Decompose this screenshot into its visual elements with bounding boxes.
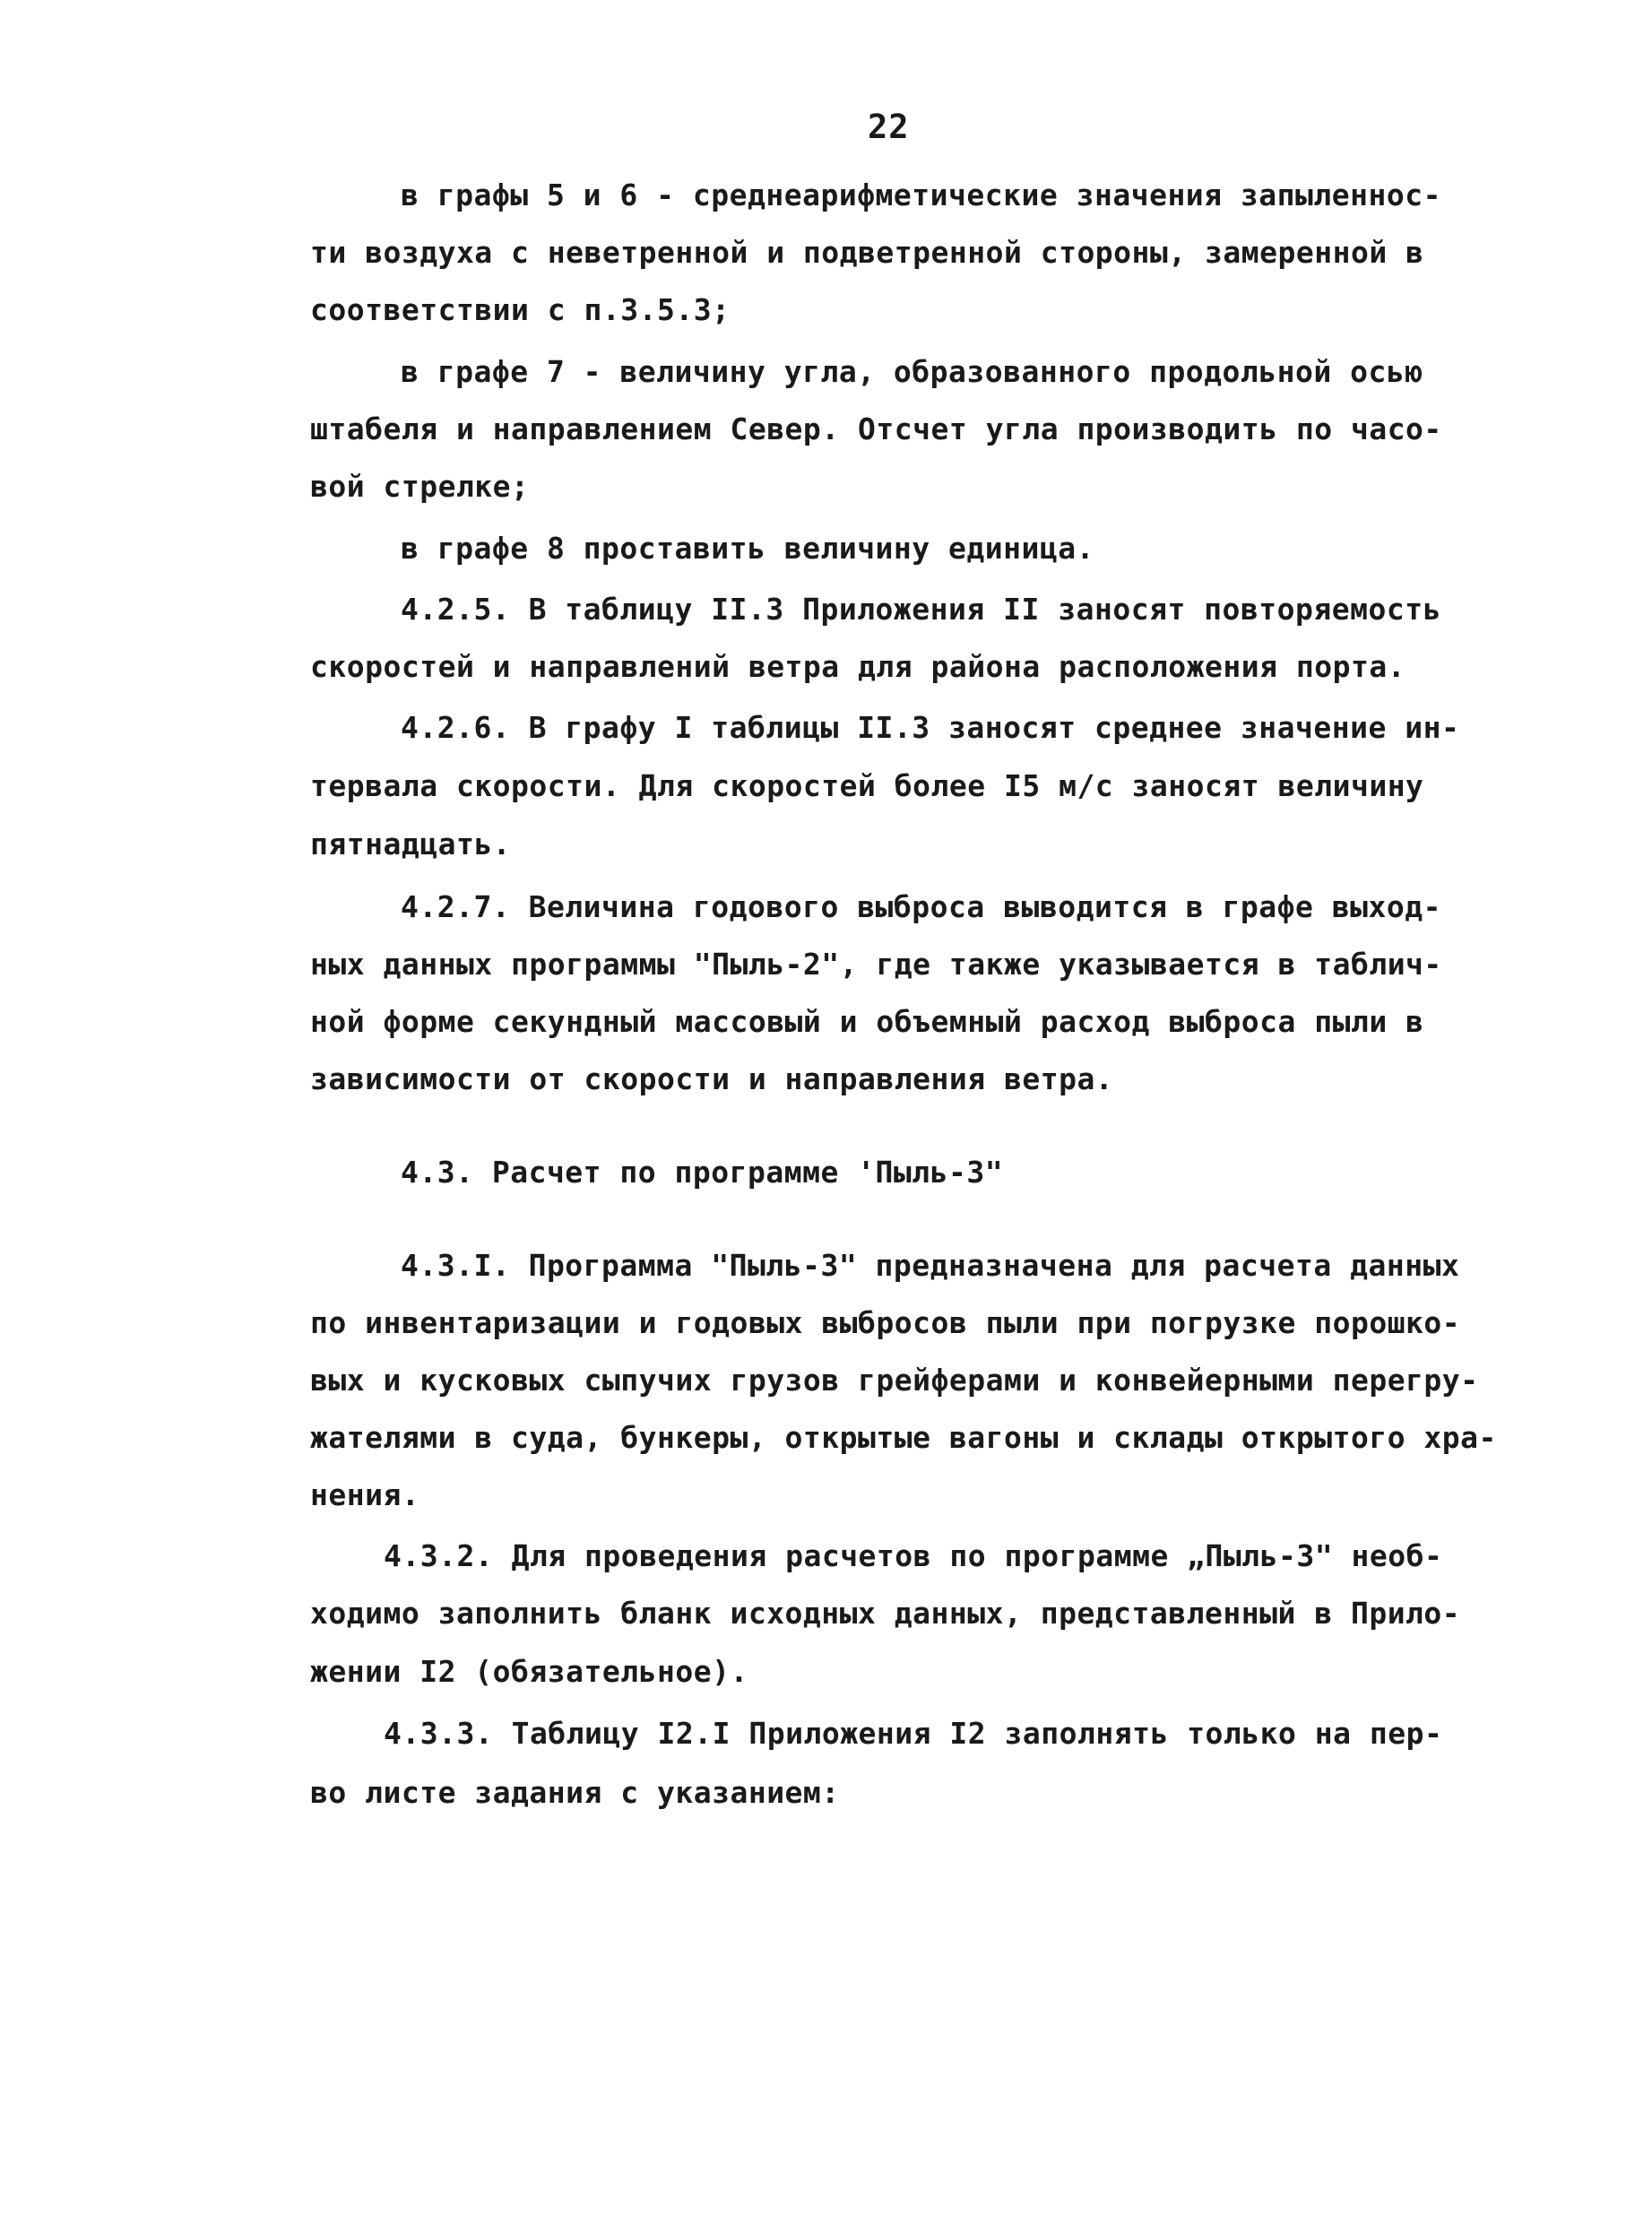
text-line: 4.3.3. Таблицу I2.I Приложения I2 заполнять только на пер- [384,1716,1443,1751]
text-line: скоростей и направлений ветра для района расположения порта. [310,649,1406,684]
text-line: зависимости от скорости и направления ветра. [310,1061,1114,1096]
text-line: ходимо заполнить бланк исходных данных, представленный в Прило- [310,1596,1461,1631]
text-line: 4.2.7. Величина годового выброса выводится в графе выход- [401,889,1441,924]
text-line: нения. [310,1477,420,1512]
text-line: ных данных программы "Пыль-2", где также указывается в таблич- [310,947,1442,982]
text-line: пятнадцать. [310,827,512,861]
text-line: в графе 8 проставить величину единица. [401,531,1094,566]
text-line: соответствии с п.3.5.3; [310,292,731,327]
text-line: ной форме секундный массовый и объемный расход выброса пыли в [310,1004,1424,1039]
text-line: тервала скорости. Для скоростей более I5 м/с заносят величину [310,768,1424,803]
text-line: 4.2.5. В таблицу II.3 Приложения II заносят повторяемость [401,592,1441,627]
text-line: вой стрелке; [310,469,530,504]
text-line: вых и кусковых сыпучих грузов грейферами и конвейерными перегру- [310,1363,1479,1398]
text-line: в графе 7 - величину угла, образованного продольной осью [401,354,1423,389]
text-line: 4.3.2. Для проведения расчетов по программе „Пыль-3" необ- [384,1538,1443,1573]
text-line: жении I2 (обязательное). [310,1654,748,1689]
text-line: 4.2.6. В графу I таблицы II.3 заносят среднее значение ин- [401,710,1460,745]
text-line: в графы 5 и 6 - среднеарифметические значения запыленнос- [401,177,1441,212]
text-line: по инвентаризации и годовых выбросов пыли при погрузке порошко- [310,1305,1461,1340]
text-line: штабеля и направлением Север. Отсчет угла производить по часо- [310,411,1442,446]
page-number: 22 [868,108,910,146]
section-heading: 4.3. Расчет по программе 'Пыль-3" [401,1155,1004,1190]
text-line: жателями в суда, бункеры, открытые вагоны и склады открытого хра- [310,1420,1497,1455]
text-line: 4.3.I. Программа "Пыль-3" предназначена для расчета данных [401,1248,1460,1283]
text-line: ти воздуха с неветренной и подветренной стороны, замеренной в [310,235,1424,270]
text-line: во листе задания с указанием: [310,1775,840,1810]
